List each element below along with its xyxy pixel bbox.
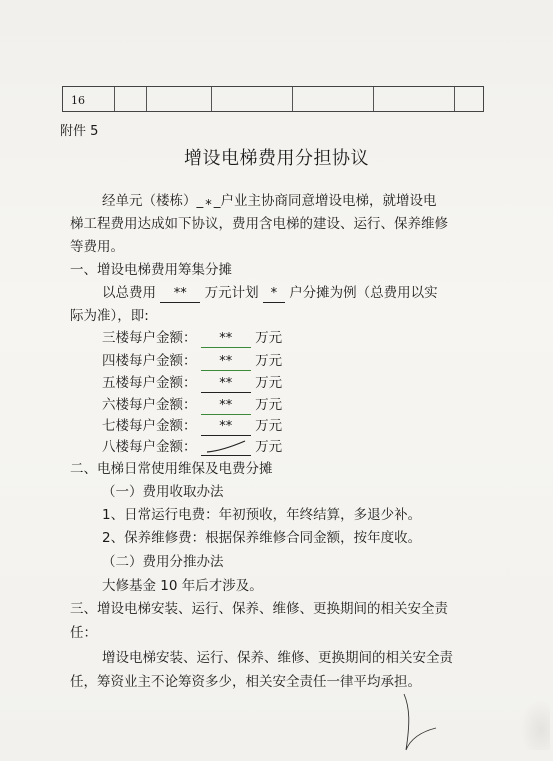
handwritten-mark: ** [219,376,233,391]
handwritten-mark: ** [219,419,233,434]
paragraph: 任，筹资业主不论筹资多少，相关安全责任一律平均承担。 [70,674,421,690]
unit-label: 万元 [255,418,283,434]
floor-amount-row [102,330,282,348]
handwritten-mark: ** [219,398,233,413]
unit-label: 万元 [255,330,283,346]
floor-label: 三楼每户金额： [102,330,197,346]
intro-line-2: 梯工程费用达成如下协议，费用含电梯的建设、运行、保养维修 [70,216,448,232]
unit-label: 万元 [255,439,283,455]
floor-amount-row [102,439,282,456]
table-cell [455,87,483,111]
handwritten-mark: * [205,198,212,213]
paragraph: 大修基金 10 年后才涉及。 [102,578,263,594]
table-cell [293,87,374,111]
unit-label: 万元 [255,397,283,413]
list-item: 2、保养维修费：根据保养维修合同金额，按年度收。 [102,530,422,546]
floor-label: 六楼每户金额： [102,397,197,413]
table-cell [212,87,293,111]
handwritten-mark: ** [219,331,233,346]
text: 以总费用 [102,285,156,301]
floor-amount-row [102,397,282,415]
subsection-heading: （二）费用分推办法 [102,554,224,570]
total-cost-field [160,285,200,303]
table-cell [147,87,212,111]
intro-text: _户业主协商同意增设电梯，就增设电 [213,193,437,209]
handwritten-mark: * [270,286,278,301]
attachment-label: 附件 5 [60,124,99,139]
amount-field [201,375,251,393]
unit-label: 万元 [255,375,283,391]
floor-amount-row [102,375,282,393]
section-3-heading-cont: 任： [70,625,97,641]
handwritten-mark: ** [219,354,233,369]
table-cell [374,87,455,111]
intro-text: 经单元（楼栋）_ [102,193,204,209]
floor-amount-row [102,418,282,436]
table-row [62,86,484,112]
row-number-cell: 16 [63,87,115,111]
section-3-heading: 三、增设电梯安装、运行、保养、维修、更换期间的相关安全责 [70,601,448,617]
floor-amount-row [102,353,282,371]
paragraph: 增设电梯安装、运行、保养、维修、更换期间的相关安全责 [102,650,453,666]
section-2-heading: 二、电梯日常使用维保及电费分摊 [70,461,273,477]
handwritten-mark: ** [173,286,187,301]
amount-field [201,330,251,348]
intro-line-3: 等费用。 [70,239,124,255]
amount-field [201,353,251,371]
amount-field [201,397,251,415]
section-1-heading: 一、增设电梯费用筹集分摊 [70,262,232,278]
text: 万元计划 [204,285,259,301]
handwritten-stroke [201,439,251,453]
intro-line-1 [102,193,437,213]
unit-label: 万元 [255,353,283,369]
amount-field [201,439,251,456]
section-1-line-2: 际为准），即: [70,308,149,324]
text: 户分摊为例（总费用以实 [289,285,438,301]
table-cell [115,87,147,111]
floor-label: 五楼每户金额： [102,375,197,391]
households-field [263,285,285,303]
floor-label: 四楼每户金额： [102,353,197,369]
paper-stain [520,700,550,750]
pen-mark [396,690,456,756]
list-item: 1、日常运行电费：年初预收，年终结算，多退少补。 [102,507,422,523]
floor-label: 七楼每户金额： [102,418,197,434]
section-1-line-1 [102,285,438,303]
amount-field [201,418,251,436]
floor-label: 八楼每户金额： [102,439,197,455]
subsection-heading: （一）费用收取办法 [102,484,224,500]
document-title: 增设电梯费用分担协议 [184,148,369,169]
